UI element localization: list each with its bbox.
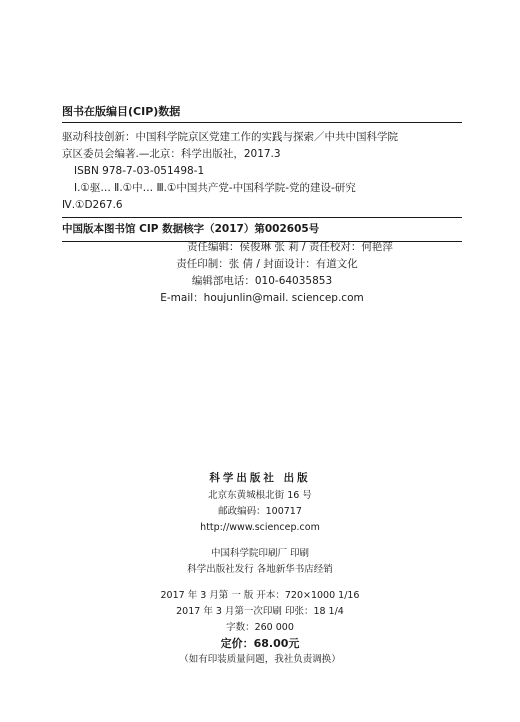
editorial-email: E-mail：houjunlin@mail. sciencep.com bbox=[160, 292, 364, 304]
editorial-phone: 编辑部电话：010-64035853 bbox=[191, 275, 333, 287]
imprint-block bbox=[0, 470, 520, 668]
isbn: ISBN 978-7-03-051498-1 bbox=[74, 165, 205, 177]
quality-notice: （如有印装质量问题，我社负责调换） bbox=[179, 654, 341, 665]
cip-title-line-1: 驱动科技创新：中国科学院京区党建工作的实践与探索／中共中国科学院 bbox=[62, 131, 398, 143]
postcode: 邮政编码：100717 bbox=[218, 506, 302, 517]
editorial-staff bbox=[62, 239, 462, 307]
cip-subject-line-2: Ⅳ.①D267.6 bbox=[62, 199, 123, 211]
cip-heading: 图书在版编目(CIP)数据 bbox=[62, 105, 181, 118]
cip-subject-line-1: Ⅰ.①驱… Ⅱ.①中… Ⅲ.①中国共产党-中国科学院-党的建设-研究 bbox=[74, 182, 356, 194]
publisher-address: 北京东黄城根北街 16 号 bbox=[208, 490, 312, 501]
printer: 中国科学院印刷厂 印刷 bbox=[210, 548, 310, 559]
production-line: 责任印制：张 倩 / 封面设计：有道文化 bbox=[176, 258, 358, 270]
word-count: 字数：260 000 bbox=[226, 622, 294, 633]
cip-number: 中国版本图书馆 CIP 数据核字（2017）第002605号 bbox=[62, 223, 320, 235]
publisher: 科学出版社 出版 bbox=[209, 472, 311, 484]
price: 定价：68.00元 bbox=[220, 637, 300, 650]
top-rule bbox=[62, 122, 462, 123]
cip-data-block bbox=[62, 103, 462, 242]
editors-line: 责任编辑：侯俊琳 张 莉 / 责任校对：何艳萍 bbox=[187, 241, 393, 253]
printing-info: 2017 年 3 月第一次印刷 印张：18 1/4 bbox=[176, 606, 344, 617]
distribution: 科学出版社发行 各地新华书店经销 bbox=[187, 564, 333, 575]
middle-rule bbox=[62, 217, 462, 218]
cip-title-line-2: 京区委员会编著.—北京：科学出版社，2017.3 bbox=[62, 148, 281, 160]
publisher-website: http://www.sciencep.com bbox=[200, 522, 320, 533]
edition-info: 2017 年 3 月第 一 版 开本：720×1000 1/16 bbox=[160, 590, 360, 601]
